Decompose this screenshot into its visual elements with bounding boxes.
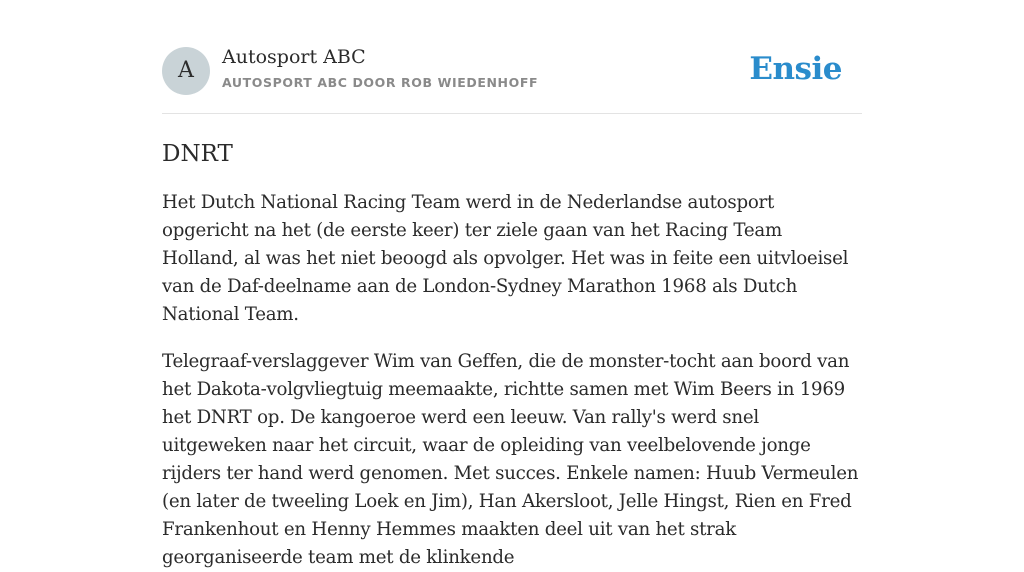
article-paragraph-1: Het Dutch National Racing Team werd in de Nederlandse autosport opgericht na het (de eerste keer) ter ziele gaan van het Racing Team Holland, al was het niet beoogd als opvolger. Het was in feite een uitvloeisel van de Daf-deelname aan de London-Sydney Marathon 1968 als Dutch National Team. — [162, 192, 849, 325]
content-column — [162, 0, 862, 572]
author-name[interactable]: Autosport ABC — [222, 46, 366, 68]
author-subtitle: AUTOSPORT ABC DOOR ROB WIEDENHOFF — [222, 75, 539, 90]
page-header — [162, 0, 862, 114]
article-title: DNRT — [162, 141, 233, 167]
avatar[interactable]: A — [162, 47, 210, 95]
article-paragraph-2: Telegraaf-verslaggever Wim van Geffen, die de monster-tocht aan boord van het Dakota-volgvliegtuig meemaakte, richtte samen met Wim Beers in 1969 het DNRT op. De kangoeroe werd een leeuw. Van rally's werd snel uitgeweken naar het circuit, waar de opleiding van veelbelovende jonge rijders ter hand werd genomen. Met succes. Enkele namen: Huub Vermeulen (en later de tweeling Loek en Jim), Han Akersloot, Jelle Hingst, Rien en Fred Frankenhout en Henny Hemmes maakten deel uit van het strak georganiseerde team met de klinkende — [162, 351, 859, 568]
brand-logo[interactable]: Ensie — [749, 51, 842, 87]
